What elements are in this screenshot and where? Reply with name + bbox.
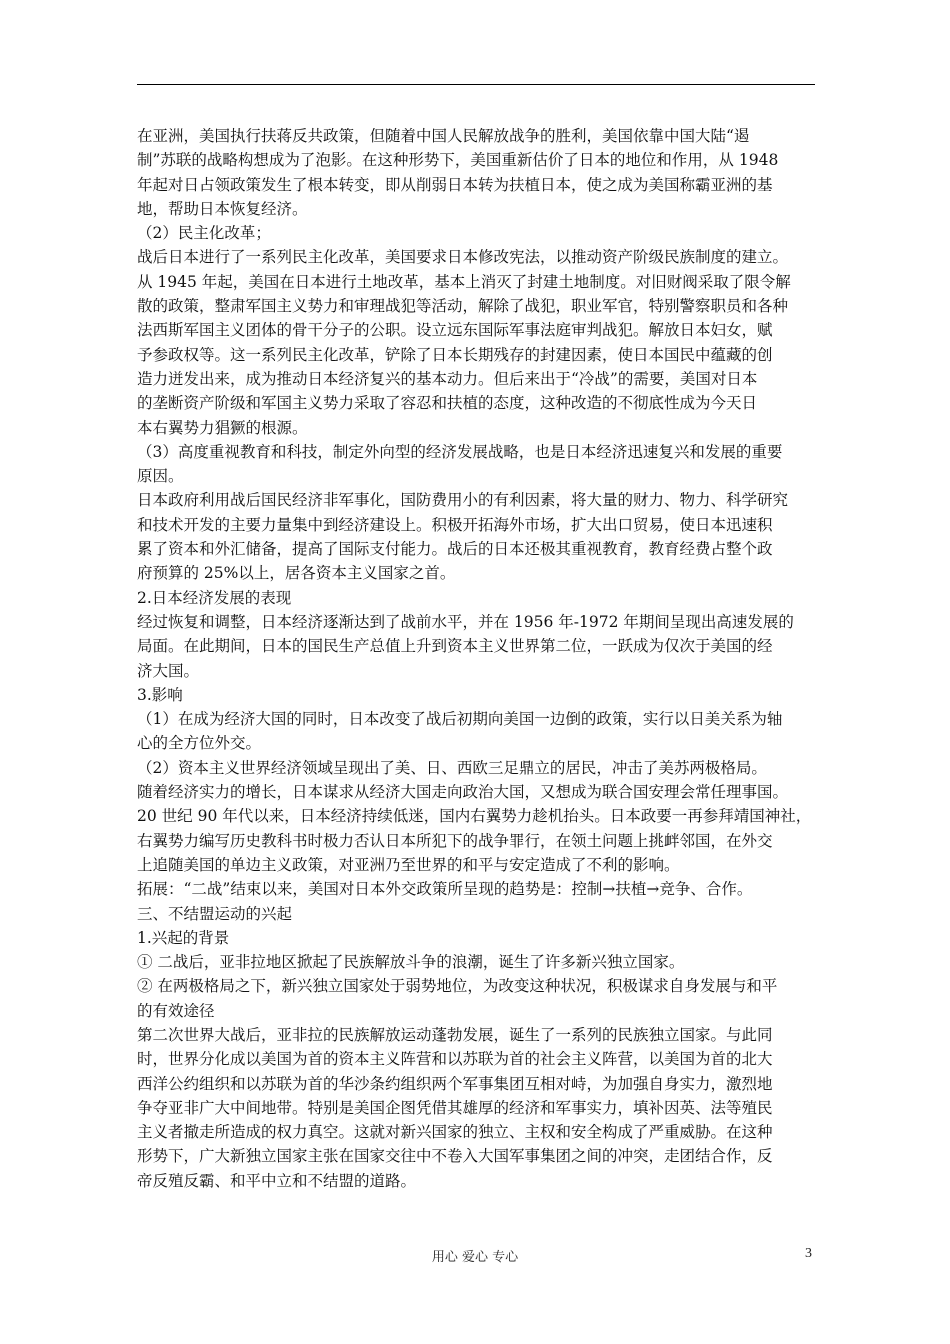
text-line: 上追随美国的单边主义政策，对亚洲乃至世界的和平与安定造成了不利的影响。 — [137, 855, 680, 874]
text-line: 局面。在此期间，日本的国民生产总值上升到资本主义世界第二位，一跃成为仅次于美国的经 — [137, 637, 773, 656]
text-line: 府预算的 25%以上，居各资本主义国家之首。 — [137, 564, 456, 583]
text-line: 三、不结盟运动的兴起 — [137, 904, 293, 923]
text-line: 20 世纪 90 年代以来，日本经济持续低迷，国内右翼势力趁机抬头。日本政要一再参拜靖国神社， — [137, 807, 812, 826]
header-rule — [137, 84, 815, 85]
text-line: 的垄断资产阶级和军国主义势力采取了容忍和扶植的态度，这种改造的不彻底性成为今天日 — [137, 394, 758, 413]
text-line: 时，世界分化成以美国为首的资本主义阵营和以苏联为首的社会主义阵营，以美国为首的北大 — [137, 1050, 773, 1069]
text-line: 法西斯军国主义团体的骨干分子的公职。设立远东国际军事法庭审判战犯。解放日本妇女，赋 — [137, 321, 773, 340]
text-line: 造力迸发出来，成为推动日本经济复兴的基本动力。但后来出于“冷战”的需要，美国对日本 — [137, 369, 758, 388]
page-number: 3 — [805, 1246, 812, 1261]
text-line: 3.影响 — [137, 685, 183, 704]
footer-motto: 用心 爱心 专心 — [431, 1250, 519, 1265]
text-line: 从 1945 年起，美国在日本进行土地改革，基本上消灭了封建土地制度。对旧财阀采取了限令解 — [137, 272, 791, 291]
text-line: 争夺亚非广大中间地带。特别是美国企图凭借其雄厚的经济和军事实力，填补因英、法等殖民 — [137, 1098, 773, 1117]
text-line: 累了资本和外汇储备，提高了国际支付能力。战后的日本还极其重视教育，教育经费占整个政 — [137, 540, 773, 559]
text-line: 济大国。 — [137, 661, 200, 680]
text-line: 第二次世界大战后，亚非拉的民族解放运动蓬勃发展，诞生了一系列的民族独立国家。与此同 — [137, 1025, 773, 1044]
text-line: 的有效途径 — [137, 1001, 215, 1020]
text-line: 拓展：“二战”结束以来，美国对日本外交政策所呈现的趋势是：控制→扶植→竞争、合作。 — [137, 880, 753, 899]
text-line: 年起对日占领政策发生了根本转变，即从削弱日本转为扶植日本，使之成为美国称霸亚洲的基 — [137, 175, 773, 194]
text-line: （1）在成为经济大国的同时，日本改变了战后初期向美国一边倒的政策，实行以日美关系为轴 — [137, 710, 783, 729]
text-line: 经过恢复和调整，日本经济逐渐达到了战前水平，并在 1956 年-1972 年期间呈现出高速发展的 — [137, 612, 794, 631]
text-line: 2.日本经济发展的表现 — [137, 588, 292, 607]
text-line: 战后日本进行了一系列民主化改革，美国要求日本修改宪法，以推动资产阶级民族制度的建立。 — [137, 248, 789, 267]
text-line: 1.兴起的背景 — [137, 928, 230, 947]
text-line: ② 在两极格局之下，新兴独立国家处于弱势地位，为改变这种状况，积极谋求自身发展与和平 — [137, 977, 778, 996]
document-body — [137, 124, 827, 1193]
text-line: 右翼势力编写历史教科书时极力否认日本所犯下的战争罪行，在领土问题上挑衅邻国，在外交 — [137, 831, 773, 850]
text-line: 随着经济实力的增长，日本谋求从经济大国走向政治大国，又想成为联合国安理会常任理事国。 — [137, 783, 789, 802]
text-line: 原因。 — [137, 467, 184, 486]
text-line: 和技术开发的主要力量集中到经济建设上。积极开拓海外市场，扩大出口贸易，使日本迅速积 — [137, 515, 773, 534]
text-line: 本右翼势力猖獗的根源。 — [137, 418, 308, 437]
text-line: 在亚洲，美国执行扶蒋反共政策，但随着中国人民解放战争的胜利，美国依靠中国大陆“遏 — [137, 127, 750, 145]
text-line: 帝反殖反霸、和平中立和不结盟的道路。 — [137, 1171, 417, 1190]
text-line: （2）资本主义世界经济领域呈现出了美、日、西欧三足鼎立的居民，冲击了美苏两极格局。 — [137, 758, 767, 777]
text-line: 主义者撤走所造成的权力真空。这就对新兴国家的独立、主权和安全构成了严重威胁。在这种 — [137, 1123, 773, 1142]
text-line: 形势下，广大新独立国家主张在国家交往中不卷入大国军事集团之间的冲突，走团结合作，反 — [137, 1147, 773, 1166]
text-line: 心的全方位外交。 — [137, 734, 262, 753]
text-line: 地，帮助日本恢复经济。 — [137, 199, 308, 218]
text-line: 散的政策，整肃军国主义势力和审理战犯等活动，解除了战犯，职业军官，特别警察职员和各种 — [137, 297, 789, 316]
text-line: 予参政权等。这一系列民主化改革，铲除了日本长期残存的封建因素，使日本国民中蕴藏的创 — [137, 345, 773, 364]
text-line: 制”苏联的战略构想成为了泡影。在这种形势下，美国重新估价了日本的地位和作用，从 1948 — [137, 151, 779, 170]
text-line: 日本政府利用战后国民经济非军事化，国防费用小的有利因素，将大量的财力、物力、科学研究 — [137, 491, 789, 510]
text-line: 西洋公约组织和以苏联为首的华沙条约组织两个军事集团互相对峙，为加强自身实力，激烈地 — [137, 1074, 773, 1093]
text-line: （2）民主化改革； — [137, 224, 271, 243]
text-line: ① 二战后，亚非拉地区掀起了民族解放斗争的浪潮，诞生了许多新兴独立国家。 — [137, 953, 685, 972]
text-line: （3）高度重视教育和科技，制定外向型的经济发展战略，也是日本经济迅速复兴和发展的重要 — [137, 442, 783, 461]
